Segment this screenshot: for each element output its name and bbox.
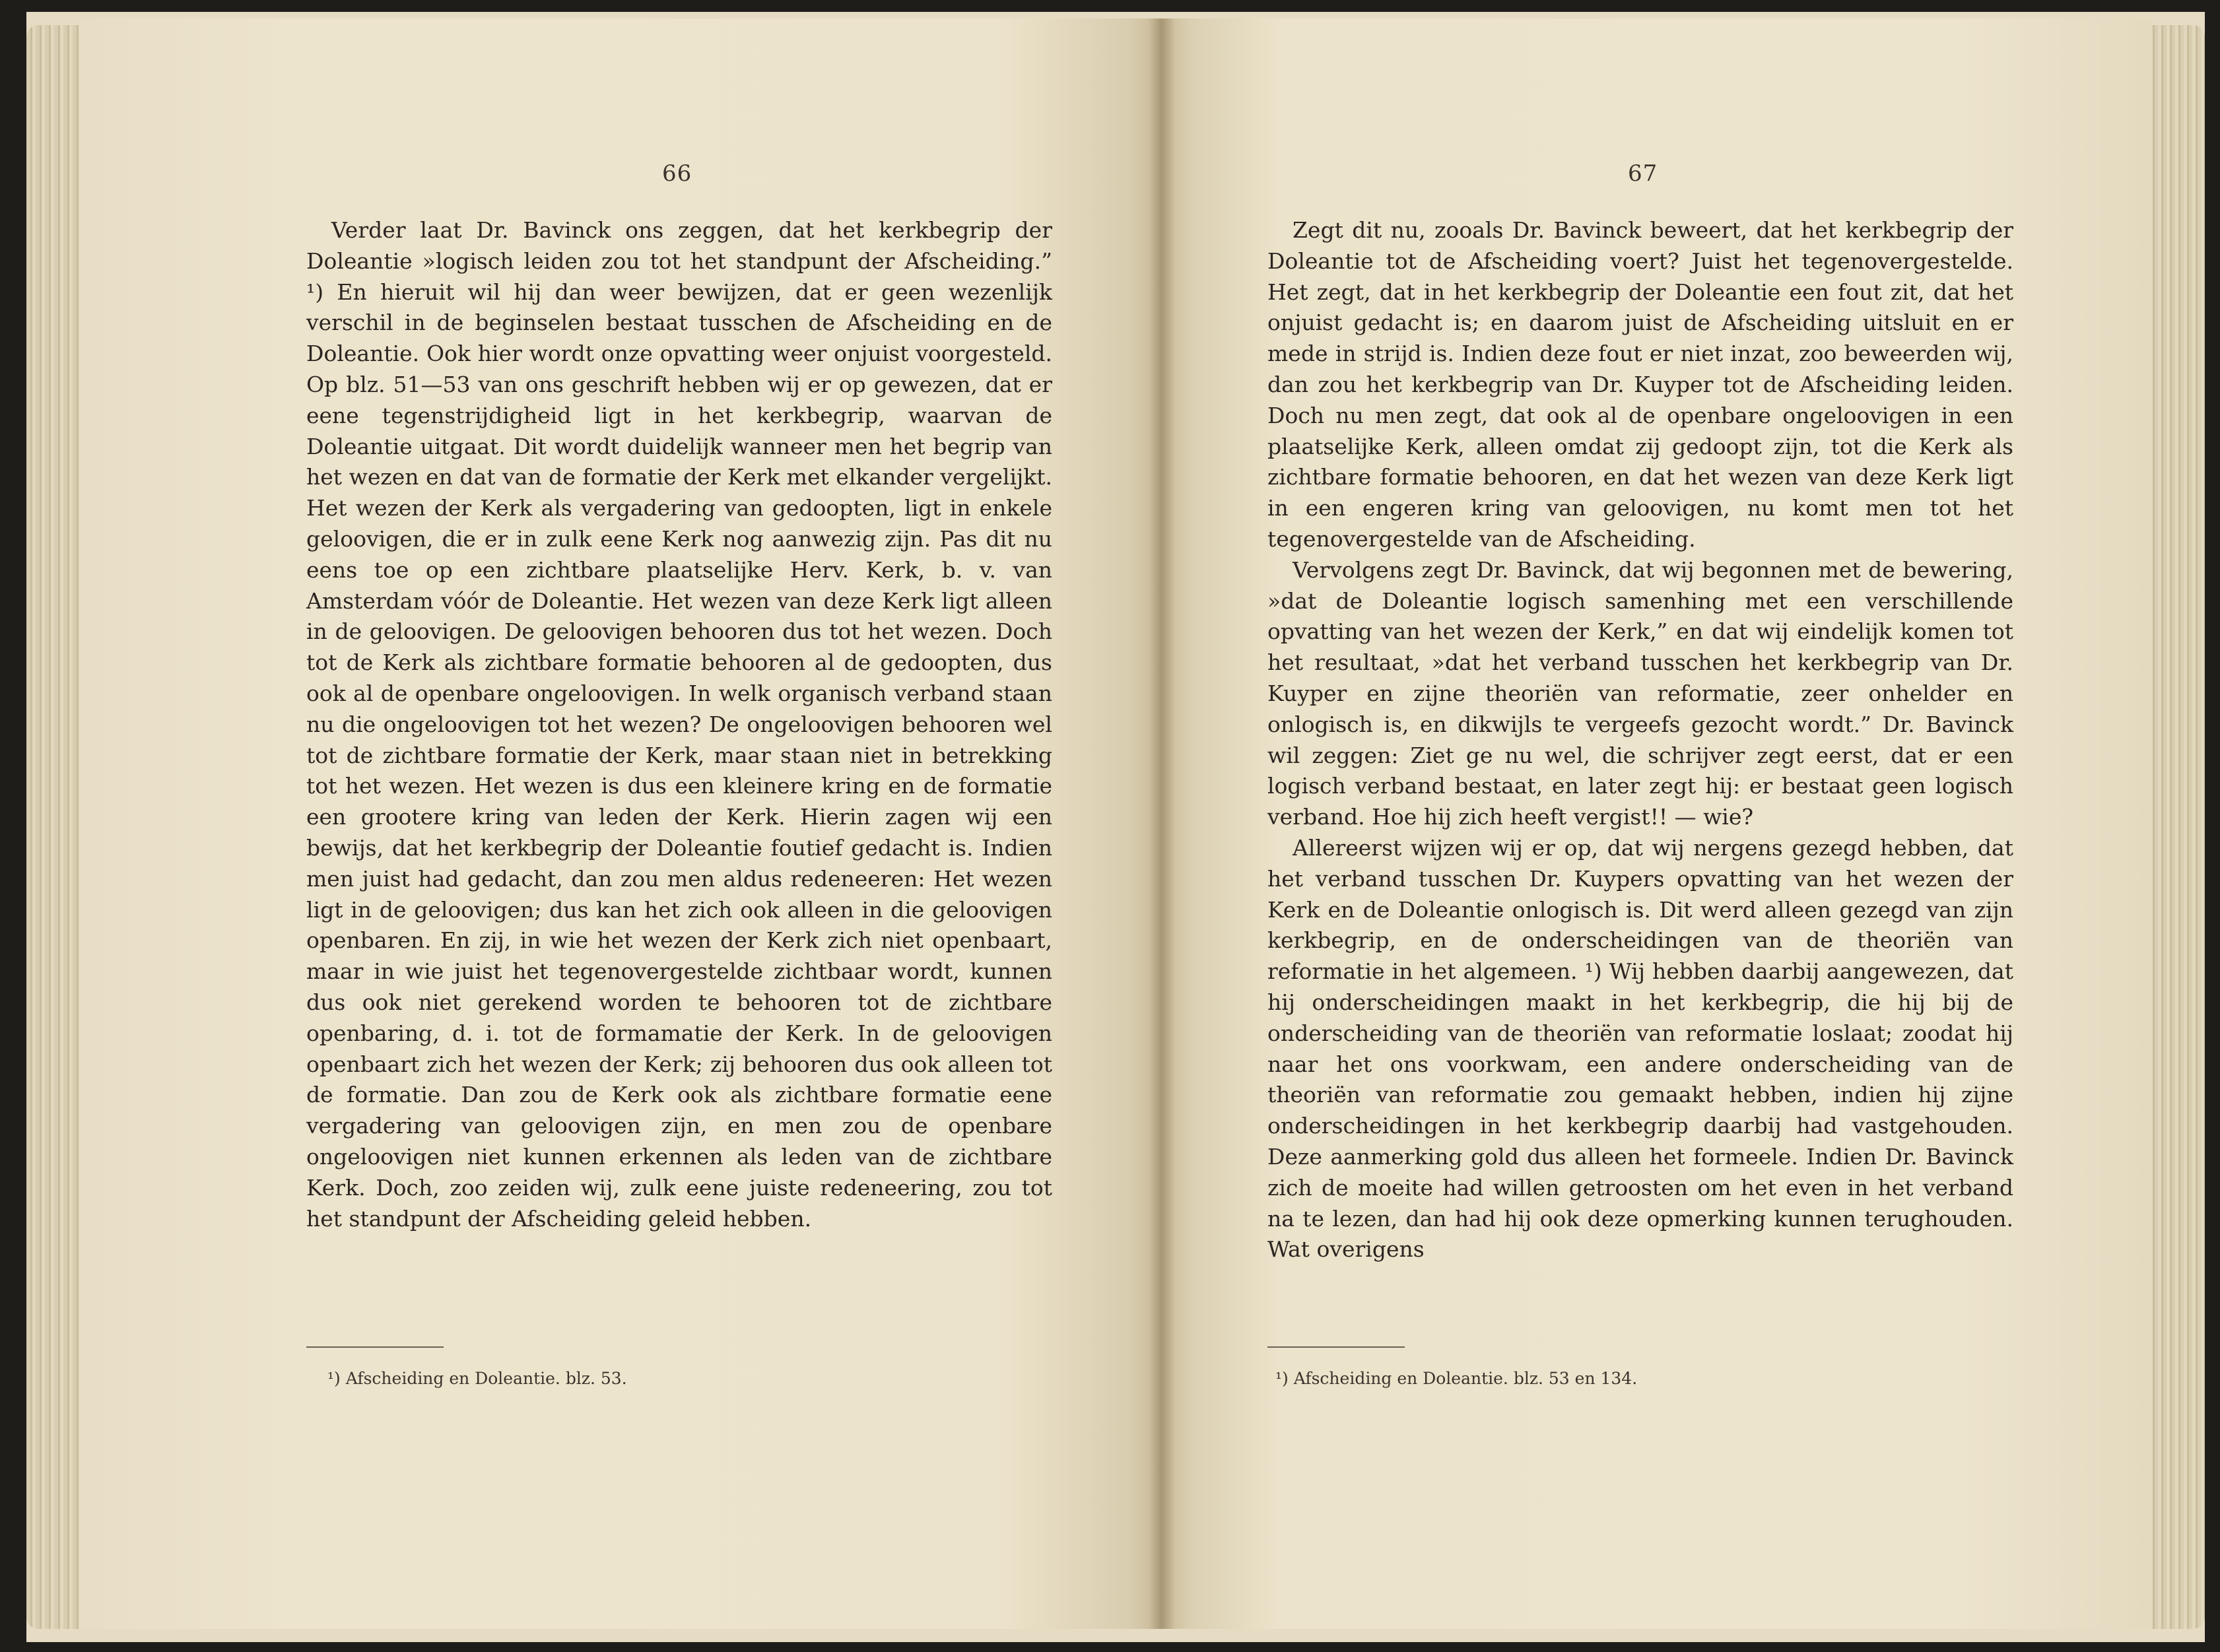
book-gutter [1149,18,1175,1629]
right-page-body [1267,215,2013,1265]
page-number-right: 67 [1628,160,1658,187]
left-page-body [306,215,1052,1234]
footnote-left: ¹) Afscheiding en Doleantie. blz. 53. [327,1369,627,1388]
right-paragraph: Vervolgens zegt Dr. Bavinck, dat wij begonnen met de bewering, »dat de Doleantie logisch samenhing met een verschillende opvatting van het wezen der Kerk,” en dat wij eindelijk komen tot het resultaat, »dat het verband tusschen het kerkbegrip van Dr. Kuyper en zijne theoriën van reformatie, zeer onhelder en onlogisch is, en dikwijls te vergeefs gezocht wordt.” Dr. Bavinck wil zeggen: Ziet ge nu wel, die schrijver zegt eerst, dat er een logisch verband bestaat, en later zegt hij: er bestaat geen logisch verband. Hoe hij zich heeft vergist!! — wie? [1267,556,2013,830]
footnote-rule-left [306,1346,444,1348]
page-number-left: 66 [662,160,692,187]
footnote-rule-right [1267,1346,1405,1348]
footnote-right: ¹) Afscheiding en Doleantie. blz. 53 en 134. [1275,1369,1638,1388]
right-paragraph: Allereerst wijzen wij er op, dat wij nergens gezegd hebben, dat het verband tusschen Dr. Kuypers opvatting van het wezen der Kerk en de Doleantie onlogisch is. Dit werd alleen gezegd van zijn kerkbegrip, en de onderscheidingen van de theoriën van reformatie in het algemeen. ¹) Wij hebben daarbij aangewezen, dat hij onderscheidingen maakt in het kerkbegrip, die hij bij de onderscheiding van de theoriën van reformatie loslaat; zoodat hij naar het ons voorkwam, een andere onderscheiding van de theoriën van reformatie zou gemaakt hebben, indien hij zijne onderscheidingen in het kerkbegrip daarbij had vastgehouden. Deze aanmerking gold dus alleen het formeele. Indien Dr. Bavinck zich de moeite had willen getroosten om het even in het verband na te lezen, dan had hij ook deze opmerking kunnen terughouden. Wat overigens [1267,834,2013,1263]
left-paragraph: Verder laat Dr. Bavinck ons zeggen, dat het kerkbegrip der Doleantie »logisch leiden zou tot het standpunt der Afscheiding.” ¹) En hieruit wil hij dan weer bewijzen, dat er geen wezenlijk verschil in de beginselen bestaat tusschen de Afscheiding en de Doleantie. Ook hier wordt onze opvatting weer onjuist voorgesteld. Op blz. 51—53 van ons geschrift hebben wij er op gewezen, dat er eene tegenstrijdigheid ligt in het kerkbegrip, waarvan de Doleantie uitgaat. Dit wordt duidelijk wanneer men het begrip van het wezen en dat van de formatie der Kerk met elkander vergelijkt. Het wezen der Kerk als vergadering van gedoopten, ligt in enkele geloovigen, die er in zulk eene Kerk nog aanwezig zijn. Pas dit nu eens toe op een zichtbare plaatselijke Herv. Kerk, b. v. van Amsterdam vóór de Doleantie. Het wezen van deze Kerk ligt alleen in de geloovigen. De geloovigen behooren dus tot het wezen. Doch tot de Kerk als zichtbare formatie behooren al de gedoopten, dus ook al de openbare ongeloovigen. In welk organisch verband staan nu die ongeloovigen tot het wezen? De ongeloovigen behooren wel tot de zichtbare formatie der Kerk, maar staan niet in betrekking tot het wezen. Het wezen is dus een kleinere kring en de formatie een grootere kring van leden der Kerk. Hierin zagen wij een bewijs, dat het kerkbegrip der Doleantie foutief gedacht is. Indien men juist had gedacht, dan zou men aldus redeneeren: Het wezen ligt in de geloovigen; dus kan het zich ook alleen in die geloovigen openbaren. En zij, in wie het wezen der Kerk zich niet openbaart, maar in wie juist het tegenovergestelde zichtbaar wordt, kunnen dus ook niet gerekend worden te behooren tot de zichtbare openbaring, d. i. tot de formamatie der Kerk. In de geloovigen openbaart zich het wezen der Kerk; zij behooren dus ook alleen tot de formatie. Dan zou de Kerk ook als zichtbare formatie eene vergadering van geloovigen zijn, en men zou de openbare ongeloovigen niet kunnen erkennen als leden van de zichtbare Kerk. Doch, zoo zeiden wij, zulk eene juiste redeneering, zou tot het standpunt der Afscheiding geleid hebben. [306,217,1052,1232]
right-paragraph: Zegt dit nu, zooals Dr. Bavinck beweert, dat het kerkbegrip der Doleantie tot de Afscheiding voert? Juist het tegenovergestelde. Het zegt, dat in het kerkbegrip der Doleantie een fout zit, dat het onjuist gedacht is; en daarom juist de Afscheiding uitsluit en er mede in strijd is. Indien deze fout er niet inzat, zoo beweerden wij, dan zou het kerkbegrip van Dr. Kuyper tot de Afscheiding leiden. Doch nu men zegt, dat ook al de openbare ongeloovigen in een plaatselijke Kerk, alleen omdat zij gedoopt zijn, tot die Kerk als zichtbare formatie behooren, en dat het wezen van deze Kerk ligt in een engeren kring van geloovigen, nu komt men tot het tegenovergestelde van de Afscheiding. [1267,217,2013,552]
